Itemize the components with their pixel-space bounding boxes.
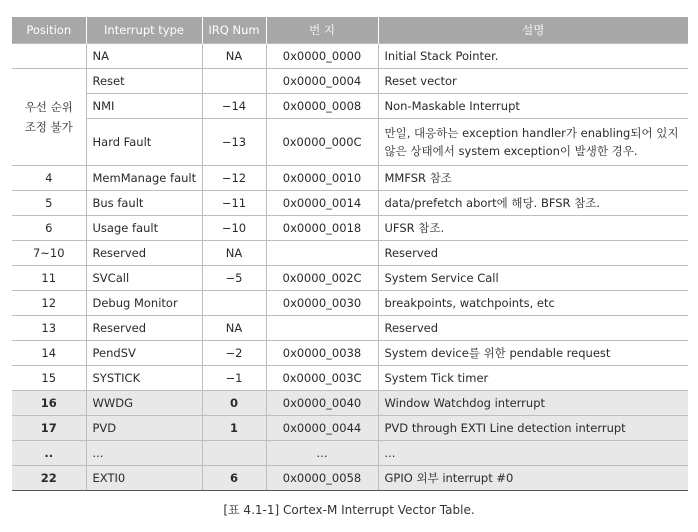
header-row — [12, 17, 688, 44]
table-row — [12, 466, 688, 491]
header-irq-num: IRQ Num — [202, 17, 266, 44]
description-cell: Initial Stack Pointer. — [378, 44, 688, 69]
position-cell: .. — [12, 441, 86, 466]
position-cell: 15 — [12, 366, 86, 391]
position-cell: 14 — [12, 341, 86, 366]
irq-cell: 6 — [202, 466, 266, 491]
position-cell: 4 — [12, 166, 86, 191]
description-cell: 만일, 대응하는 exception handler가 enabling되어 있지 않은 상태에서 system exception이 발생한 경우. — [378, 119, 688, 166]
type-cell: WWDG — [86, 391, 202, 416]
description-cell: breakpoints, watchpoints, etc — [378, 291, 688, 316]
address-cell: 0x0000_003C — [266, 366, 378, 391]
type-cell: Debug Monitor — [86, 291, 202, 316]
position-cell: 7~10 — [12, 241, 86, 266]
type-cell: SVCall — [86, 266, 202, 291]
address-cell: 0x0000_0010 — [266, 166, 378, 191]
address-cell: 0x0000_0018 — [266, 216, 378, 241]
table-row — [12, 216, 688, 241]
address-cell: 0x0000_0000 — [266, 44, 378, 69]
description-cell: ... — [378, 441, 688, 466]
type-cell: Usage fault — [86, 216, 202, 241]
description-cell: UFSR 참조. — [378, 216, 688, 241]
table-row — [12, 191, 688, 216]
table-row — [12, 69, 688, 94]
header-position: Position — [12, 17, 86, 44]
type-cell: ... — [86, 441, 202, 466]
irq-cell: −13 — [202, 119, 266, 166]
description-cell: MMFSR 참조 — [378, 166, 688, 191]
type-cell: SYSTICK — [86, 366, 202, 391]
type-cell: NA — [86, 44, 202, 69]
table-row — [12, 291, 688, 316]
table-row — [12, 241, 688, 266]
type-cell: NMI — [86, 94, 202, 119]
description-cell: System Tick timer — [378, 366, 688, 391]
address-cell — [266, 241, 378, 266]
address-cell: 0x0000_0004 — [266, 69, 378, 94]
table-row — [12, 119, 688, 166]
type-cell: Bus fault — [86, 191, 202, 216]
address-cell: 0x0000_0008 — [266, 94, 378, 119]
table-row — [12, 441, 688, 466]
header-description: 설명 — [378, 17, 688, 44]
address-cell: 0x0000_0014 — [266, 191, 378, 216]
description-cell: GPIO 외부 interrupt #0 — [378, 466, 688, 491]
type-cell: PVD — [86, 416, 202, 441]
irq-cell: NA — [202, 44, 266, 69]
position-cell: 17 — [12, 416, 86, 441]
type-cell: Reserved — [86, 316, 202, 341]
table-row — [12, 44, 688, 69]
description-cell: System device를 위한 pendable request — [378, 341, 688, 366]
table-row — [12, 316, 688, 341]
irq-cell: −10 — [202, 216, 266, 241]
type-cell: MemManage fault — [86, 166, 202, 191]
irq-cell: −14 — [202, 94, 266, 119]
position-cell: 12 — [12, 291, 86, 316]
table-row — [12, 341, 688, 366]
irq-cell — [202, 291, 266, 316]
address-cell: 0x0000_0040 — [266, 391, 378, 416]
table-row — [12, 366, 688, 391]
header-address: 번 지 — [266, 17, 378, 44]
table-row — [12, 391, 688, 416]
irq-cell: 0 — [202, 391, 266, 416]
position-cell: 11 — [12, 266, 86, 291]
irq-cell: 1 — [202, 416, 266, 441]
description-cell: Window Watchdog interrupt — [378, 391, 688, 416]
description-cell: data/prefetch abort에 해당. BFSR 참조. — [378, 191, 688, 216]
table-caption: [표 4.1-1] Cortex-M Interrupt Vector Table. — [223, 503, 475, 517]
interrupt-vector-table — [12, 17, 688, 491]
address-cell: 0x0000_0038 — [266, 341, 378, 366]
description-cell: Non-Maskable Interrupt — [378, 94, 688, 119]
position-cell: 16 — [12, 391, 86, 416]
position-cell: 6 — [12, 216, 86, 241]
table-row — [12, 266, 688, 291]
address-cell: ... — [266, 441, 378, 466]
irq-cell: −11 — [202, 191, 266, 216]
description-cell: PVD through EXTI Line detection interrupt — [378, 416, 688, 441]
description-cell: System Service Call — [378, 266, 688, 291]
address-cell: 0x0000_0030 — [266, 291, 378, 316]
header-interrupt-type: Interrupt type — [86, 17, 202, 44]
priority-fixed-group-label: 우선 순위 조정 불가 — [12, 69, 86, 166]
irq-cell: −2 — [202, 341, 266, 366]
address-cell: 0x0000_0058 — [266, 466, 378, 491]
table-row — [12, 166, 688, 191]
irq-cell: NA — [202, 316, 266, 341]
table-row — [12, 94, 688, 119]
description-cell: Reset vector — [378, 69, 688, 94]
position-cell: 22 — [12, 466, 86, 491]
description-cell: Reserved — [378, 316, 688, 341]
address-cell: 0x0000_0044 — [266, 416, 378, 441]
irq-cell: −5 — [202, 266, 266, 291]
irq-cell: −1 — [202, 366, 266, 391]
address-cell — [266, 316, 378, 341]
description-cell: Reserved — [378, 241, 688, 266]
address-cell: 0x0000_000C — [266, 119, 378, 166]
position-cell: 5 — [12, 191, 86, 216]
position-cell — [12, 44, 86, 69]
position-cell: 13 — [12, 316, 86, 341]
type-cell: Reserved — [86, 241, 202, 266]
type-cell: PendSV — [86, 341, 202, 366]
table-row — [12, 416, 688, 441]
address-cell: 0x0000_002C — [266, 266, 378, 291]
type-cell: EXTI0 — [86, 466, 202, 491]
type-cell: Hard Fault — [86, 119, 202, 166]
irq-cell: −12 — [202, 166, 266, 191]
irq-cell — [202, 69, 266, 94]
type-cell: Reset — [86, 69, 202, 94]
irq-cell: NA — [202, 241, 266, 266]
irq-cell — [202, 441, 266, 466]
